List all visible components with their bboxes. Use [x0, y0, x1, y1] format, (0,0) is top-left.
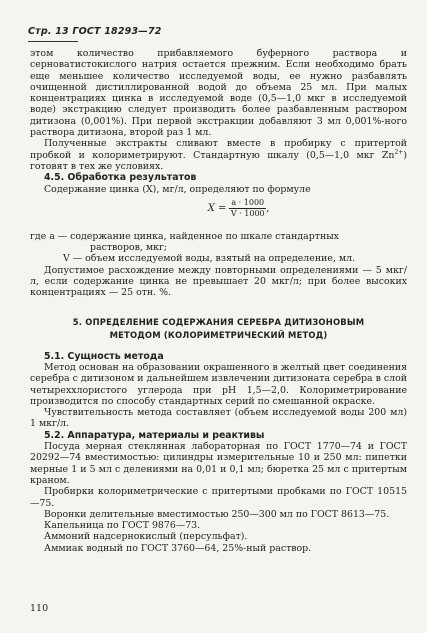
page-number: 110	[30, 603, 49, 614]
formula-lhs: X =	[207, 202, 227, 214]
paragraph-test-tubes: Пробирки колориметрические с притертыми пробками по ГОСТ 10515—75.	[30, 486, 407, 509]
formula-tail: ,	[266, 202, 270, 214]
header-rule	[28, 41, 78, 42]
paragraph-method: Метод основан на образовании окрашенного в желтый цвет соединения серебра с дитизоном и дальнейшем извлечении дитизоната серебра в слой четыреххлористого углерода при рН 1,5—2,0. Колориметрирование производится по способу стандартных серий по смешанной окраске.	[30, 361, 407, 407]
section-5-title	[30, 316, 407, 342]
section-5-title-line2: МЕТОДОМ (КОЛОРИМЕТРИЧЕСКИЙ МЕТОД)	[109, 329, 328, 340]
formula-numerator: a · 1000	[231, 197, 265, 207]
definition-v: V — объем исследуемой воды, взятый на определение, мл.	[63, 253, 356, 265]
paragraph-dropper: Капельница по ГОСТ 9876—73.	[44, 520, 201, 532]
paragraph-glassware: Посуда мерная стеклянная лабораторная по ГОСТ 1770—74 и ГОСТ 20292—74 вместимостью: цилиндры измерительные 10 и 250 мл: пипетки мерные 1 и 5 мл с делениями на 0,01 и 0,1 мл; бюретка 25 мл с притертым краном.	[30, 441, 407, 486]
zinc-charge: 2+	[394, 148, 404, 156]
heading-4-5: 4.5. Обработка результатов	[44, 172, 197, 184]
definition-a-cont: растворов, мкг;	[90, 242, 168, 254]
paragraph-extracts	[30, 138, 407, 172]
page-body	[30, 48, 407, 554]
running-header: Стр. 13 ГОСТ 18293—72	[28, 26, 162, 37]
heading-5-1: 5.1. Сущность метода	[44, 350, 164, 362]
paragraph-extracts-tail: ) готовят в тех же условиях.	[30, 149, 407, 172]
paragraph-extracts-text: Полученные экстракты сливают вместе в пробирку с притертой пробкой и колориметрируют. Стандартную шкалу (0,5—1,0 мкг Zn	[30, 138, 407, 161]
formula	[30, 198, 407, 228]
paragraph-persulfate: Аммоний надсернокислый (персульфат).	[44, 531, 248, 543]
paragraph-funnels: Воронки делительные вместимостью 250—300 мл по ГОСТ 8613—75.	[44, 508, 390, 520]
section-5-title-line1: 5. ОПРЕДЕЛЕНИЕ СОДЕРЖАНИЯ СЕРЕБРА ДИТИЗОНОВЫМ	[72, 316, 365, 327]
heading-5-2: 5.2. Аппаратура, материалы и реактивы	[44, 429, 265, 441]
paragraph-continued: этом количество прибавляемого буферного раствора и серноватистокислого натрия остается прежним. Если необходимо брать еще меньшее количество исследуемой воды, ее нужно разбавлять очищенной дистиллированной водой до объема 25 мл. При малых концентрациях цинка в исследуемой воде (0,5—1,0 мкг в исследуемой воде) экстракцию следует производить более разбавленным раствором дитизона (0,001%). При первой экстракции добавляют 3 мл 0,001%-ного раствора дитизона, второй раз 1 мл.	[30, 48, 407, 139]
formula-denominator: V · 1000	[230, 208, 265, 218]
definitions	[30, 231, 407, 265]
paragraph-sensitivity: Чувствительность метода составляет (объем исследуемой воды 200 мл) 1 мкг/л.	[30, 407, 407, 430]
definition-a: где a — содержание цинка, найденное по шкале стандартных	[30, 230, 339, 242]
paragraph-tolerance: Допустимое расхождение между повторными определениями — 5 мкг/л, если содержание цинка не превышает 20 мкг/л; при более высоких концентрациях — 25 отн. %.	[30, 264, 407, 299]
paragraph-formula-intro: Содержание цинка (X), мг/л, определяют по формуле	[44, 183, 311, 195]
paragraph-ammonia: Аммиак водный по ГОСТ 3760—64, 25%-ный раствор.	[44, 542, 312, 554]
formula-fraction	[229, 198, 266, 219]
